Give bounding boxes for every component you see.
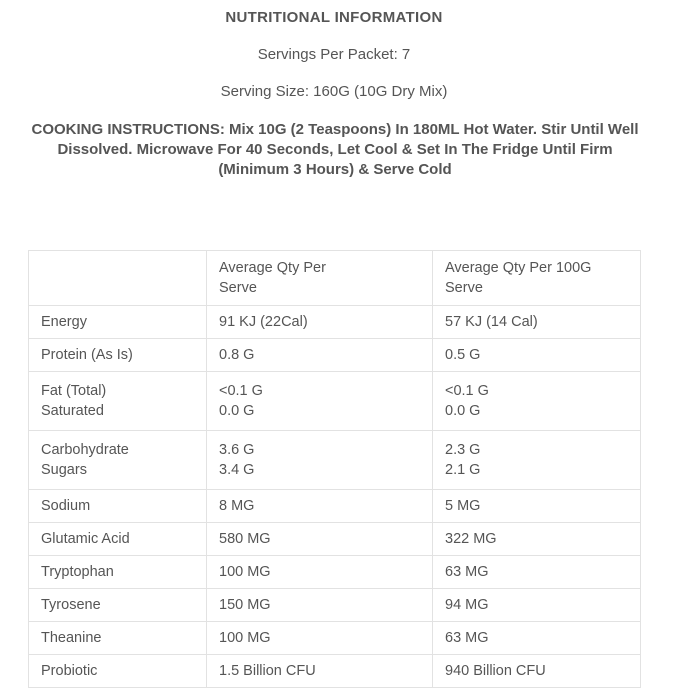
- table-row-fat: [29, 372, 641, 431]
- header-per-serve-line1: Average Qty Per: [219, 260, 326, 276]
- page-title: NUTRITIONAL INFORMATION: [225, 9, 443, 26]
- row-per-serve: 1.5 Billion CFU: [207, 655, 433, 688]
- table-row-probiotic: [29, 655, 641, 688]
- row-label: Theanine: [29, 622, 207, 655]
- servings-per-packet: Servings Per Packet: 7: [257, 46, 411, 63]
- header-cell-per-100g: [433, 251, 641, 306]
- row-per-100g: 94 MG: [433, 589, 641, 622]
- table-row-protein: [29, 339, 641, 372]
- table-row-tryptophan: [29, 556, 641, 589]
- header-per-100g-line1: Average Qty Per 100G: [445, 260, 592, 276]
- value-sugars-per-100g: 2.1 G: [445, 462, 481, 478]
- table-row-tyrosene: [29, 589, 641, 622]
- row-label: Sodium: [29, 490, 207, 523]
- value-saturated-per-100g: 0.0 G: [445, 403, 481, 419]
- nutrition-table: [28, 250, 641, 688]
- table-row-theanine: [29, 622, 641, 655]
- row-label-fat-total: Fat (Total): [41, 383, 107, 399]
- row-per-100g: [433, 431, 641, 490]
- row-label: Tyrosene: [29, 589, 207, 622]
- row-per-100g: 5 MG: [433, 490, 641, 523]
- value-saturated-per-serve: 0.0 G: [219, 403, 255, 419]
- row-label: Tryptophan: [29, 556, 207, 589]
- row-per-serve: 580 MG: [207, 523, 433, 556]
- row-per-100g: 940 Billion CFU: [433, 655, 641, 688]
- row-label: [29, 372, 207, 431]
- table-row-energy: [29, 306, 641, 339]
- row-per-serve: 0.8 G: [207, 339, 433, 372]
- row-label: Energy: [29, 306, 207, 339]
- row-label: Probiotic: [29, 655, 207, 688]
- row-per-serve: [207, 372, 433, 431]
- header-cell-per-serve: [207, 251, 433, 306]
- row-per-100g: 63 MG: [433, 556, 641, 589]
- table-header-row: [29, 251, 641, 306]
- row-label: Glutamic Acid: [29, 523, 207, 556]
- row-per-serve: 150 MG: [207, 589, 433, 622]
- row-label: Protein (As Is): [29, 339, 207, 372]
- row-per-serve: 100 MG: [207, 556, 433, 589]
- row-label-carbohydrate: Carbohydrate: [41, 442, 129, 458]
- row-label-saturated: Saturated: [41, 403, 104, 419]
- header-cell-label: [29, 251, 207, 306]
- row-label: [29, 431, 207, 490]
- row-per-serve: [207, 431, 433, 490]
- row-per-100g: [433, 372, 641, 431]
- row-label-sugars: Sugars: [41, 462, 87, 478]
- row-per-serve: 8 MG: [207, 490, 433, 523]
- table-row-carbohydrate: [29, 431, 641, 490]
- row-per-100g: 0.5 G: [433, 339, 641, 372]
- value-sugars-per-serve: 3.4 G: [219, 462, 255, 478]
- row-per-serve: 91 KJ (22Cal): [207, 306, 433, 339]
- value-carbohydrate-per-serve: 3.6 G: [219, 442, 255, 458]
- header-per-100g-line2: Serve: [445, 280, 483, 296]
- value-carbohydrate-per-100g: 2.3 G: [445, 442, 481, 458]
- row-per-100g: 57 KJ (14 Cal): [433, 306, 641, 339]
- value-fat-total-per-100g: <0.1 G: [445, 383, 489, 399]
- value-fat-total-per-serve: <0.1 G: [219, 383, 263, 399]
- header-per-serve-line2: Serve: [219, 280, 257, 296]
- row-per-100g: 322 MG: [433, 523, 641, 556]
- row-per-100g: 63 MG: [433, 622, 641, 655]
- table-row-sodium: [29, 490, 641, 523]
- row-per-serve: 100 MG: [207, 622, 433, 655]
- table-row-glutamic-acid: [29, 523, 641, 556]
- serving-size: Serving Size: 160G (10G Dry Mix): [220, 83, 448, 100]
- cooking-instructions: COOKING INSTRUCTIONS: Mix 10G (2 Teaspoons) In 180ML Hot Water. Stir Until Well Dissolved. Microwave For 40 Seconds, Let Cool & Set In The Fridge Until Firm (Minimum 3 Hours) & Serve Cold: [31, 121, 639, 178]
